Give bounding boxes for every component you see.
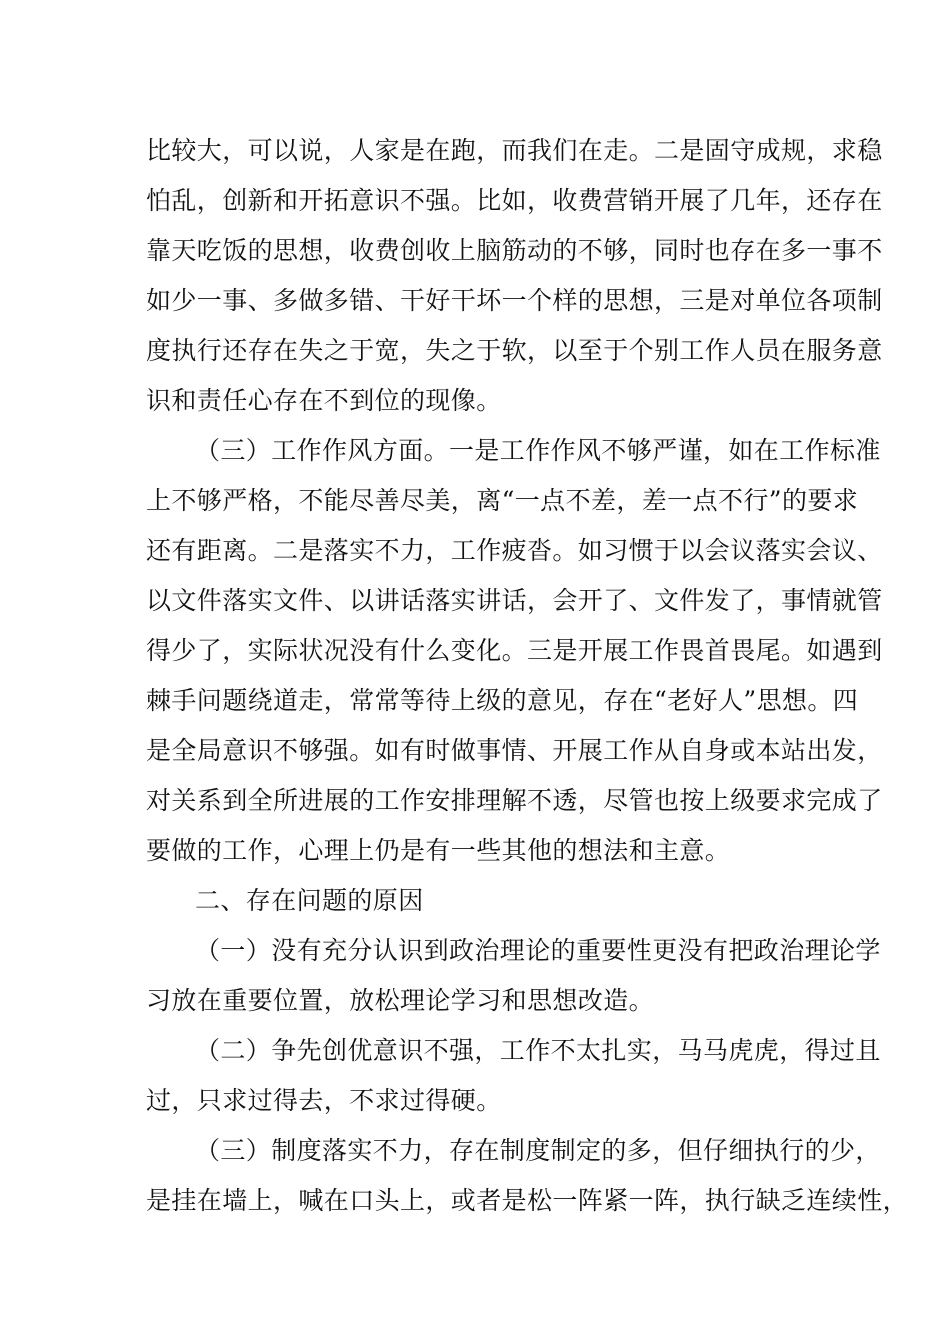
body-text-line: 是挂在墙上，喊在口头上，或者是松一阵紧一阵，执行缺乏连续性， <box>146 1186 909 1215</box>
body-text-line: 怕乱，创新和开拓意识不强。比如，收费营销开展了几年，还存在 <box>146 186 883 215</box>
body-text-line: 度执行还存在失之于宽，失之于软，以至于个别工作人员在服务意 <box>146 336 883 365</box>
body-text-line: 棘手问题绕道走，常常等待上级的意见，存在“老好人”思想。四 <box>146 686 859 715</box>
paragraph-first-line: （三）工作作风方面。一是工作作风不够严谨，如在工作标准 <box>195 436 881 465</box>
body-text-line: 得少了，实际状况没有什么变化。三是开展工作畏首畏尾。如遇到 <box>146 636 883 665</box>
body-text-line: 习放在重要位置，放松理论学习和思想改造。 <box>146 986 655 1015</box>
body-text-line: 识和责任心存在不到位的现像。 <box>146 386 502 415</box>
body-text-line: 上不够严格，不能尽善尽美，离“一点不差，差一点不行”的要求 <box>146 486 859 515</box>
body-text-line: 是全局意识不够强。如有时做事情、开展工作从自身或本站出发， <box>146 736 883 765</box>
body-text-line: 要做的工作，心理上仍是有一些其他的想法和主意。 <box>146 836 731 865</box>
paragraph-first-line: （三）制度落实不力，存在制度制定的多，但仔细执行的少， <box>195 1136 881 1165</box>
body-text-line: 以文件落实文件、以讲话落实讲话，会开了、文件发了，事情就管 <box>146 586 883 615</box>
body-text-line: 比较大，可以说，人家是在跑，而我们在走。二是固守成规，求稳 <box>146 136 883 165</box>
body-text-line: 还有距离。二是落实不力，工作疲沓。如习惯于以会议落实会议、 <box>146 536 883 565</box>
paragraph-first-line: （二）争先创优意识不强，工作不太扎实，马马虎虎，得过且 <box>195 1036 881 1065</box>
paragraph-first-line: （一）没有充分认识到政治理论的重要性更没有把政治理论学 <box>195 936 881 965</box>
body-text-line: 对关系到全所进展的工作安排理解不透，尽管也按上级要求完成了 <box>146 786 883 815</box>
body-text-line: 如少一事、多做多错、干好干坏一个样的思想，三是对单位各项制 <box>146 286 883 315</box>
section-heading: 二、存在问题的原因 <box>195 886 424 915</box>
body-text-line: 过，只求过得去，不求过得硬。 <box>146 1086 502 1115</box>
body-text-line: 靠天吃饭的思想，收费创收上脑筋动的不够，同时也存在多一事不 <box>146 236 883 265</box>
